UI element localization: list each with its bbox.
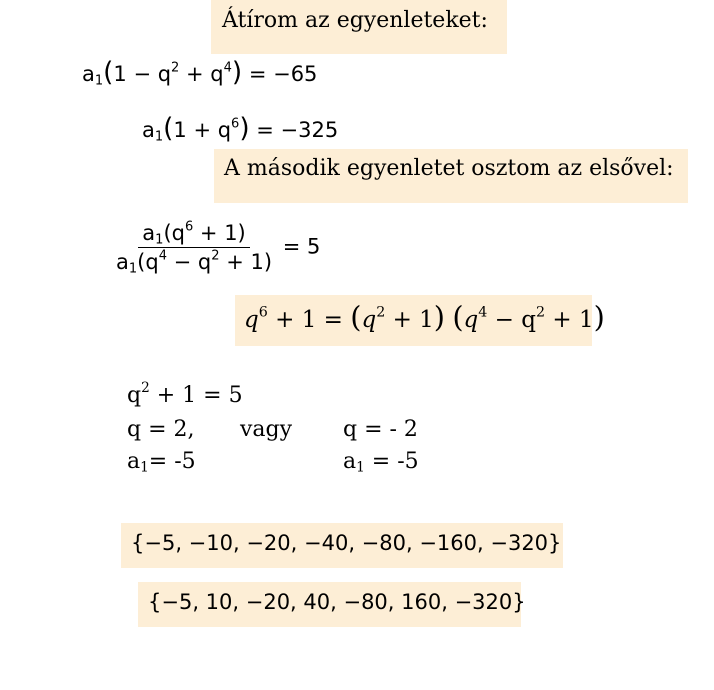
fraction-rhs: = 5 (282, 234, 321, 259)
a1-right-base: a (343, 449, 357, 474)
eq1-rhs: = −65 (248, 62, 318, 86)
identity-lhs-rest: + 1 = (267, 307, 351, 333)
identity-p1-close: ) (433, 300, 446, 334)
a1-left-rest: = -5 (148, 449, 196, 474)
eq2-coef-sub: 1 (154, 129, 164, 145)
solution-q-exp: 2 (141, 379, 150, 396)
num-body-a: (q (163, 221, 185, 245)
identity-p2-rest: + 1 (545, 307, 594, 333)
eq2-body: 1 + q (173, 118, 232, 142)
eq2-exp-1: 6 (231, 116, 240, 132)
eq1-mid: + q (179, 62, 224, 86)
identity-p2-var: q (463, 307, 479, 333)
solution-line-1 (127, 379, 243, 408)
a1-right-rest: = -5 (364, 449, 419, 474)
eq1-coef-sub: 1 (94, 73, 104, 89)
den-exp-1: 4 (158, 248, 167, 264)
num-coef: a (142, 221, 156, 245)
identity-p2-close: ) (593, 300, 605, 334)
a1-right-sub: 1 (356, 459, 365, 476)
a1-left-sub: 1 (140, 459, 149, 476)
identity-p2-exp: 4 (478, 304, 488, 321)
num-body-b: + 1) (193, 221, 246, 245)
eq2-close-paren: ) (239, 114, 250, 144)
eq1-exp-1: 2 (171, 60, 180, 76)
identity-p1-exp: 2 (376, 304, 386, 321)
solution-a1-left (127, 449, 196, 474)
den-body-a: (q (137, 250, 159, 274)
identity-lhs-exp: 6 (258, 304, 268, 321)
equation-2 (142, 114, 338, 144)
eq1-coef: a (82, 62, 95, 86)
solution-or-word: vagy (240, 417, 293, 442)
solution-q-positive: q = 2, (127, 417, 195, 442)
eq1-exp-2: 4 (223, 60, 232, 76)
identity-p2-exp-2: 2 (535, 304, 546, 321)
eq2-open-paren: ( (163, 114, 174, 144)
sequence-positive-ratio: {−5, −10, −20, −40, −80, −160, −320} (131, 531, 562, 555)
eq1-open-paren: ( (103, 58, 114, 88)
eq2-coef: a (142, 118, 155, 142)
equation-1 (82, 58, 317, 88)
heading-rewrite: Átírom az egyenleteket: (222, 8, 488, 33)
eq2-rhs: = −325 (256, 118, 339, 142)
identity-p2-open: ( (452, 300, 464, 334)
den-body-c: + 1) (219, 250, 273, 274)
eq1-body: 1 − q (113, 62, 172, 86)
heading-divide: A második egyenletet osztom az elsővel: (224, 156, 674, 181)
identity-p1-open: ( (350, 300, 362, 334)
fraction-equation (112, 219, 321, 277)
identity-p2-mid: − q (487, 307, 536, 333)
den-body-b: − q (166, 250, 212, 274)
den-coef: a (116, 250, 129, 274)
factor-identity (244, 300, 605, 334)
identity-p1-var: q (361, 307, 377, 333)
den-coef-sub: 1 (128, 261, 138, 277)
sequence-negative-ratio: {−5, 10, −20, 40, −80, 160, −320} (148, 590, 526, 614)
num-coef-sub: 1 (155, 232, 164, 248)
a1-left-base: a (127, 449, 141, 474)
solution-q-negative: q = - 2 (343, 417, 418, 442)
identity-lhs-var: q (244, 307, 259, 333)
eq1-close-paren: ) (231, 58, 243, 88)
fraction (112, 219, 276, 277)
fraction-denominator (112, 248, 276, 277)
fraction-numerator (138, 221, 249, 248)
num-exp: 6 (184, 219, 194, 235)
solution-a1-right (343, 449, 419, 474)
solution-q: q (127, 383, 142, 408)
solution-line1-rest: + 1 = 5 (149, 383, 243, 408)
identity-p1-rest: + 1 (385, 307, 434, 333)
den-exp-2: 2 (211, 248, 220, 264)
